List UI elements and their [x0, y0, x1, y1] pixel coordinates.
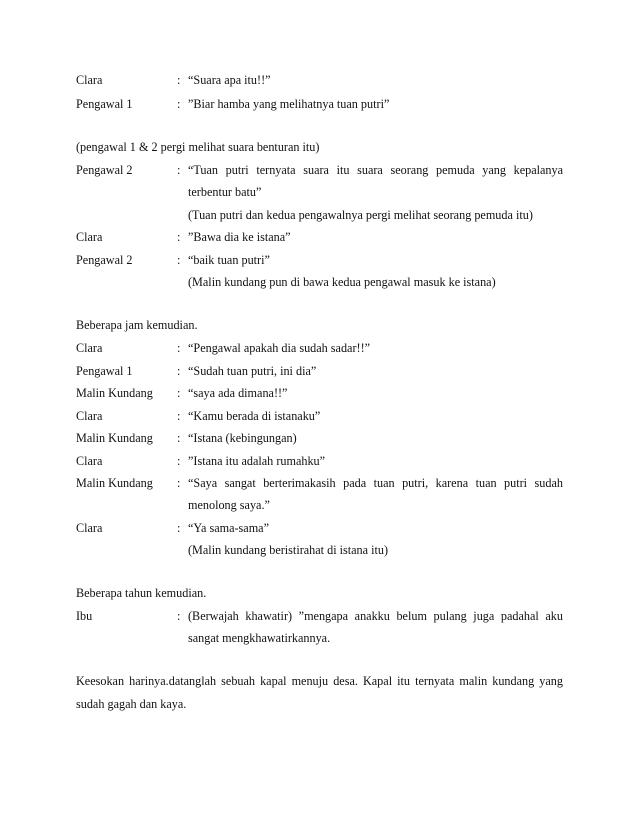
dialog-text: “Saya sangat berterimakasih pada tuan putri, karena tuan putri sudah — [188, 476, 563, 490]
speaker-malin-kundang: Malin Kundang — [76, 476, 153, 490]
dialog-text: “Suara apa itu!!” — [188, 73, 271, 87]
speaker-ibu: Ibu — [76, 609, 93, 623]
colon: : — [177, 97, 181, 111]
speaker-pengawal-2: Pengawal 2 — [76, 253, 133, 267]
colon: : — [177, 341, 181, 355]
speaker-clara: Clara — [76, 409, 103, 423]
colon: : — [177, 386, 181, 400]
speaker-malin-kundang: Malin Kundang — [76, 386, 153, 400]
colon: : — [177, 521, 181, 535]
dialog-text: “Kamu berada di istanaku” — [188, 409, 321, 423]
scene-heading: Beberapa jam kemudian. — [76, 318, 198, 332]
dialog-text: “Tuan putri ternyata suara itu suara seorang pemuda yang kepalanya — [188, 163, 563, 177]
dialog-text: “saya ada dimana!!” — [188, 386, 288, 400]
dialog-text: “baik tuan putri” — [188, 253, 270, 267]
narration-paragraph-continued: sudah gagah dan kaya. — [76, 697, 187, 711]
dialog-text-continued: sangat mengkhawatirkannya. — [188, 631, 331, 645]
colon: : — [177, 73, 181, 87]
stage-direction: (Malin kundang beristirahat di istana itu) — [188, 543, 389, 557]
speaker-clara: Clara — [76, 230, 103, 244]
speaker-clara: Clara — [76, 521, 103, 535]
dialog-text-continued: terbentur batu” — [188, 185, 262, 199]
colon: : — [177, 454, 181, 468]
colon: : — [177, 230, 181, 244]
colon: : — [177, 409, 181, 423]
scene-heading: Beberapa tahun kemudian. — [76, 586, 207, 600]
dialog-text-continued: menolong saya.” — [188, 498, 270, 512]
dialog-text: “Pengawal apakah dia sudah sadar!!” — [188, 341, 371, 355]
dialog-text: “Ya sama-sama” — [188, 521, 269, 535]
speaker-clara: Clara — [76, 454, 103, 468]
colon: : — [177, 163, 181, 177]
dialog-text: ”Bawa dia ke istana” — [188, 230, 291, 244]
dialog-text: “Sudah tuan putri, ini dia” — [188, 364, 317, 378]
speaker-pengawal-1: Pengawal 1 — [76, 364, 133, 378]
colon: : — [177, 253, 181, 267]
speaker-malin-kundang: Malin Kundang — [76, 431, 153, 445]
speaker-clara: Clara — [76, 73, 103, 87]
dialog-text: ”Istana itu adalah rumahku” — [188, 454, 326, 468]
colon: : — [177, 476, 181, 490]
dialog-text: ”Biar hamba yang melihatnya tuan putri” — [188, 97, 390, 111]
narration-paragraph: Keesokan harinya.datanglah sebuah kapal menuju desa. Kapal itu ternyata malin kundang yang — [76, 674, 563, 688]
colon: : — [177, 364, 181, 378]
stage-direction: (pengawal 1 & 2 pergi melihat suara benturan itu) — [76, 140, 320, 154]
dialog-text: (Berwajah khawatir) ”mengapa anakku belum pulang juga padahal aku — [188, 609, 563, 623]
speaker-clara: Clara — [76, 341, 103, 355]
stage-direction: (Malin kundang pun di bawa kedua pengawal masuk ke istana) — [188, 275, 496, 289]
colon: : — [177, 431, 181, 445]
speaker-pengawal-1: Pengawal 1 — [76, 97, 133, 111]
stage-direction: (Tuan putri dan kedua pengawalnya pergi melihat seorang pemuda itu) — [188, 208, 533, 222]
speaker-pengawal-2: Pengawal 2 — [76, 163, 133, 177]
colon: : — [177, 609, 181, 623]
dialog-text: “Istana (kebingungan) — [188, 431, 297, 445]
